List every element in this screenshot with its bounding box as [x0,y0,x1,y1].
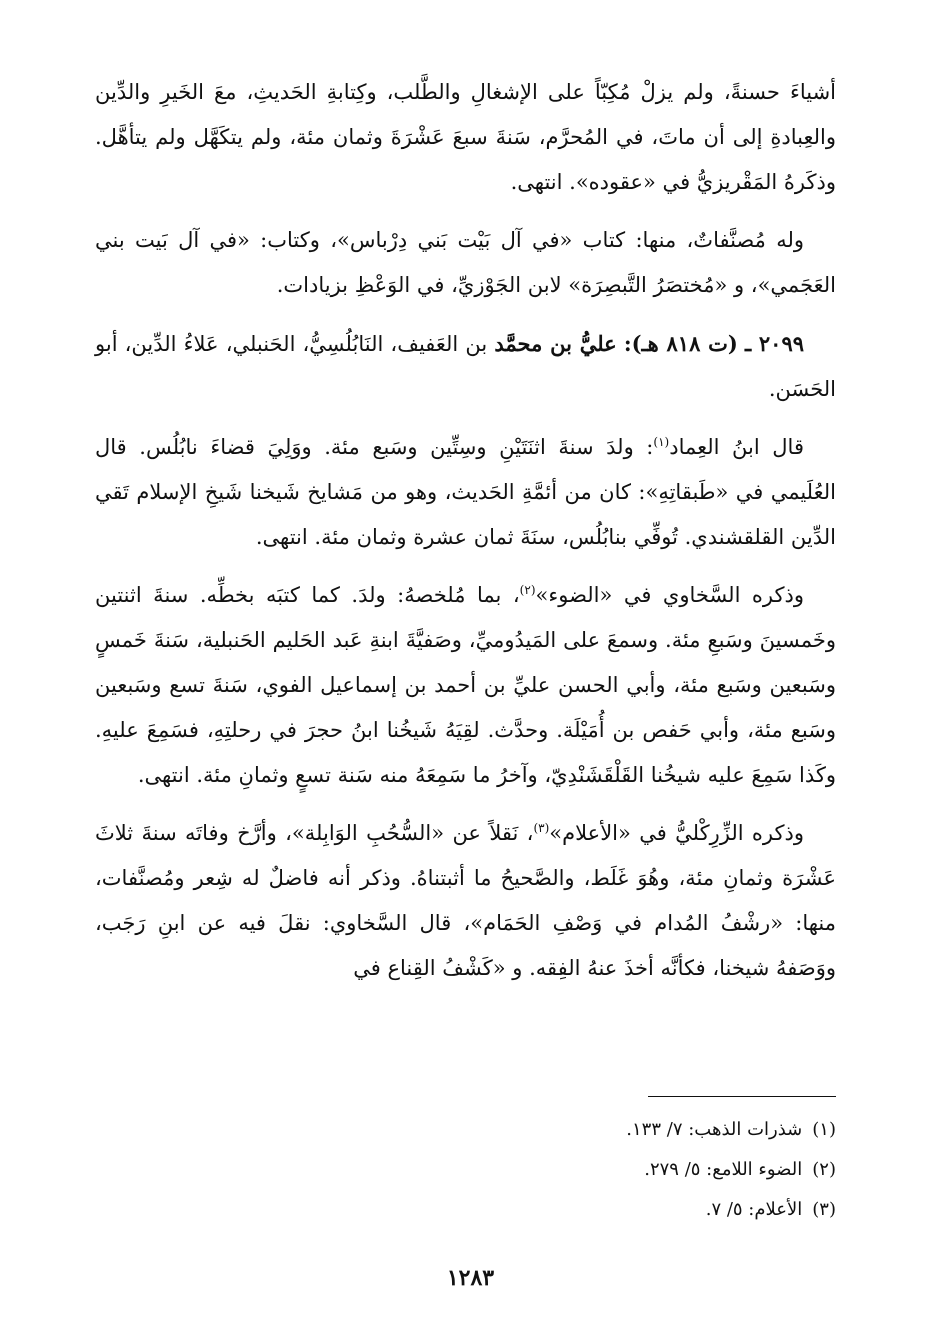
footnote-mark: (١) [812,1119,836,1140]
page-number: ١٢٨٣ [446,1265,495,1291]
paragraph-zirikli [95,811,836,991]
footnote-ref-3[interactable]: (٣) [533,821,550,835]
ibn-imad-text-end: : ولدَ سنةَ اثنَتَيْنِ وسِتِّين وسَبع مئة. ووَلِيَ قضاءَ نابُلُس. قال العُلَيمي في «طَبقاتِهِ»: كان من أئمَّةِ الحَديث، وهو من مَشايخ شَيخنا شَيخِ الإسلام تَقي الدِّين القلقشندي. تُوفِّي بنابُلُس، سنَةَ ثمان عشرة وثمان مئة. انتهى. [95,435,836,549]
page-body [95,70,836,1004]
footnote-ref-1[interactable]: (١) [653,435,670,449]
sakhawi-text-end: ، بما مُلخصهُ: ولدَ. كما كتبَه بخطِّه. سنةَ اثنتين وخَمسينَ وسَبعِ مئة. وسمعَ على المَيدُوميِّ، وصَفيَّةَ ابنةِ عَبد الحَليم الحَنبلية، سَنةَ خَمسٍ وسَبعين وسَبع مئة، وأبي الحسن عليِّ بن أحمد بن إسماعيل الفوي، سَنةَ تسع وسَبعين وسَبع مئة، وأبي حَفص بن أُمَيْلَة. وحدَّث. لقِيَهُ شَيخُنا ابنُ حجرَ في رحلتِهِ، فسَمِعَ عليهِ. وكَذا سَمِعَ عليه شيخُنا القَلْقَشَنْدِيّ، وآخرُ ما سَمِعَهُ منه سَنة تسعٍ وثمانِ مئة. انتهى. [95,583,836,787]
footnote-text: الضوء اللامع: ٥/ ٢٧٩. [644,1159,803,1180]
footnote-3 [300,1190,836,1230]
footnotes [300,1110,836,1230]
entry-heading [95,321,836,412]
zirikli-text-start: وذكره الزِّرِكْليُّ في «الأعلام» [549,821,804,845]
footnote-1 [300,1110,836,1150]
footnote-mark: (٣) [812,1199,836,1220]
footnote-text: شذرات الذهب: ٧/ ١٣٣. [626,1119,803,1140]
paragraph-ibn-imad [95,425,836,560]
sakhawi-text-start: وذكره السَّخاوي في «الضوء» [535,583,805,607]
footnote-2 [300,1150,836,1190]
paragraph-continuation: أشياءَ حسنةً، ولم يزلْ مُكِبّاً على الإشغالِ والطَّلب، وكِتابةِ الحَديثِ، معَ الخَيرِ والدِّين والعِبادةِ إلى أن ماتَ، في المُحرَّم، سَنةَ سبعَ عَشْرَةَ وثمان مئة، ولم يتكَهَّل ولم يتأهَّل. وذكَرهُ المَقْريزيُّ في «عقوده». انتهى. [95,80,836,194]
paragraph-sakhawi [95,573,836,798]
entry-name-rest: بن العَفيف، النَابُلُسِيُّ، الحَنبلي، عَلاءُ الدِّين، أبو الحَسَن. [95,332,836,401]
footnote-divider [648,1096,836,1097]
footnote-mark: (٢) [812,1159,836,1180]
entry-number: ٢٠٩٩ ـ [744,331,805,356]
footnote-text: الأعلام: ٥/ ٧. [705,1199,803,1220]
zirikli-text-end: ، نَقلاً عن «السُّحُبِ الوَابِلة»، وأرَّخ وفاتَه سنةَ ثلاثَ عَشْرَة وثمانِ مئة، وهُوَ غَلَط، والصَّحيحُ ما أثبتناهُ. وذكر أنه فاضلٌ له شِعر ومُصنَّفات، منها: «رشْفُ المُدام في وَصْفِ الحَمَام»، قال السَّخاوي: نقلَ فيه عن ابنِ رَجَب، ووَصَفهُ شيخنا، فكأنَّه أخذَ عنهُ الفِقه. و «كَشْفُ القِناع في [95,821,836,980]
footnote-ref-2[interactable]: (٢) [519,583,536,597]
ibn-imad-text-start: قال ابنُ العِماد [669,435,804,459]
entry-name: عليُّ بن محمَّد [494,331,617,356]
entry-death-date: (ت ٨١٨ هـ): [623,331,738,356]
paragraph-works: وله مُصنَّفاتٌ، منها: كتاب «في آل بَيْت بَني دِرْباس»، وكتاب: «في آل بَيت بني العَجَمي»، و «مُختصَرُ التَّبصِرَة» لابن الجَوْزيِّ، في الوَعْظِ بزيادات. [95,228,836,297]
